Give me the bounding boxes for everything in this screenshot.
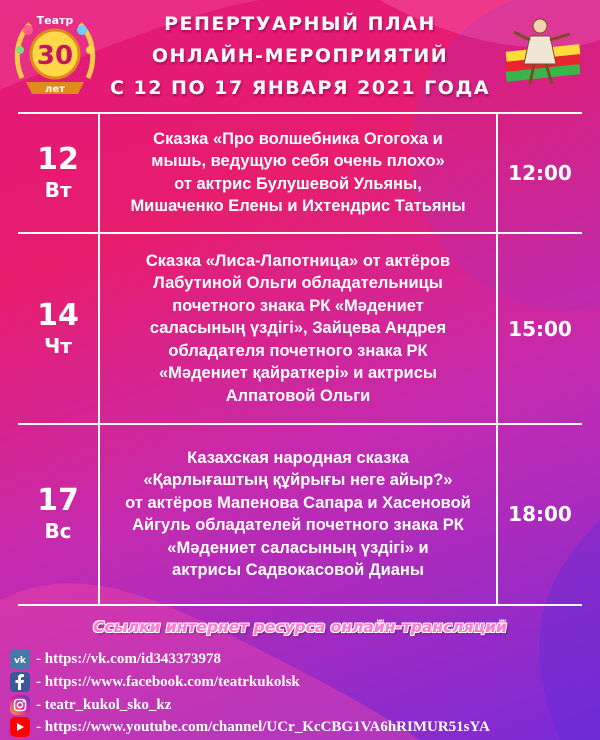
event-date — [18, 424, 98, 604]
youtube-link[interactable] — [10, 716, 590, 738]
event-time: 12:00 — [508, 160, 572, 185]
table-row — [18, 233, 582, 424]
event-date — [18, 112, 98, 233]
anniversary-logo — [8, 8, 102, 102]
event-day: 12 — [37, 141, 79, 177]
event-day: 17 — [37, 483, 79, 518]
table-row — [18, 424, 582, 604]
event-weekday: Вт — [44, 177, 72, 202]
youtube-icon — [10, 717, 30, 737]
instagram-link-text[interactable]: - teatr_kukol_sko_kz — [36, 696, 172, 713]
facebook-link[interactable] — [10, 671, 590, 693]
event-description: Казахская народная сказка «Қарлығаштың құйрығы неге айыр?» от актёров Мапенова Сапара и Хасеновой Айгуль обладателей почетного знака РК «Мәдениет саласының үздігі» и актрисы Садвокасовой Дианы — [125, 448, 471, 579]
title-line-3: С 12 ПО 17 ЯНВАРЯ 2021 ГОДА — [109, 77, 491, 99]
facebook-link-text[interactable]: - https://www.facebook.com/teatrkukolsk — [36, 673, 300, 690]
vk-link-text[interactable]: - https://vk.com/id343373978 — [36, 650, 222, 667]
logo-text-bottom: лет — [45, 84, 65, 95]
links-heading: Ссылки интернет ресурса онлайн-трансляций — [93, 618, 507, 636]
instagram-icon — [10, 695, 30, 715]
svg-text:vk: vk — [14, 656, 26, 664]
event-weekday: Чт — [44, 333, 72, 358]
event-description: Сказка «Про волшебника Огогоха и мышь, ведущую себя очень плохо» от актрис Булушевой Ульяны, Мишаченко Елены и Ихтендрис Татьяны — [130, 129, 466, 215]
instagram-link[interactable] — [10, 694, 590, 716]
logo-text-top: Театр — [36, 14, 74, 27]
title-line-1: РЕПЕРТУАРНЫЙ ПЛАН — [164, 13, 436, 35]
vk-link[interactable] — [10, 648, 590, 670]
title-line-2: ОНЛАЙН-МЕРОПРИЯТИЙ — [151, 45, 449, 67]
event-day: 14 — [37, 297, 79, 333]
event-weekday: Вс — [44, 519, 72, 543]
event-time: 18:00 — [508, 502, 572, 526]
logo-number: 30 — [36, 41, 74, 71]
page-title — [100, 8, 500, 112]
event-time: 15:00 — [508, 316, 572, 341]
event-date — [18, 233, 98, 424]
theatre-logo — [500, 14, 590, 90]
event-description: Сказка «Лиса-Лапотница» от актёров Лабутиной Ольги обладательницы почетного знака РК «Мәдениет саласының үздігі», Зайцева Андрея обладателя почетного знака РК «Мәдениет қайраткері» и актрисы Алпатовой Ольги — [145, 251, 451, 405]
youtube-link-text[interactable]: - https://www.youtube.com/channel/UCr_KcCBG1VA6hRIMUR51sYA — [36, 718, 490, 735]
schedule-table — [18, 112, 582, 606]
table-row — [18, 112, 582, 233]
vk-icon — [10, 649, 30, 669]
facebook-icon — [10, 672, 30, 692]
